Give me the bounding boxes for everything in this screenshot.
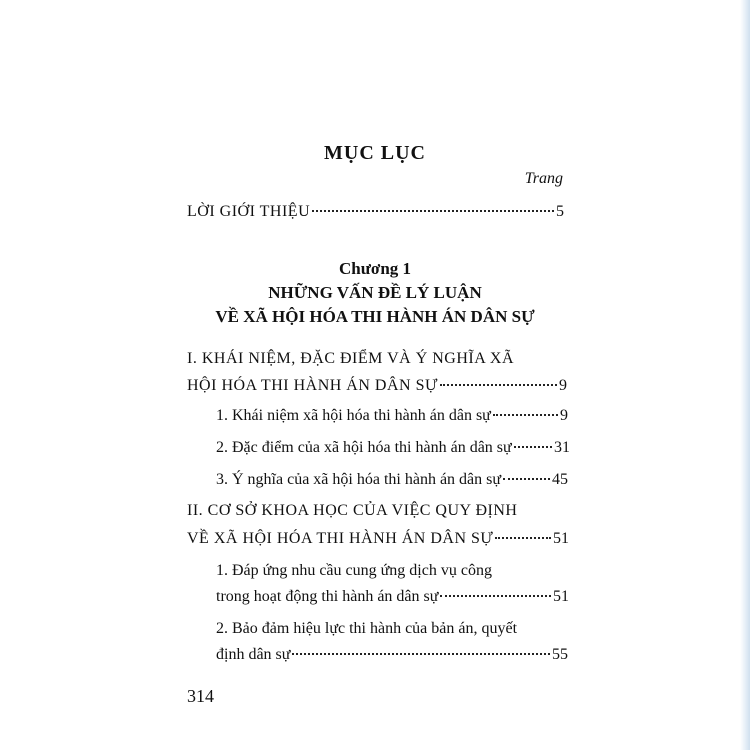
toc-entry-label: định dân sự — [216, 646, 291, 663]
dot-leader — [440, 384, 557, 386]
toc-entry-page: 31 — [554, 439, 570, 456]
dot-leader — [514, 446, 552, 448]
page-edge-shadow — [740, 0, 750, 750]
section-2-line1: II. CƠ SỞ KHOA HỌC CỦA VIỆC QUY ĐỊNH — [187, 502, 518, 519]
toc-entry-page: 9 — [559, 377, 567, 394]
dot-leader — [493, 414, 558, 416]
page-number: 314 — [187, 686, 214, 706]
toc-entry-subsection — [216, 407, 568, 425]
toc-entry-page: 5 — [556, 203, 564, 220]
toc-title: MỤC LỤC — [324, 142, 426, 164]
toc-entry-label: 1. Khái niệm xã hội hóa thi hành án dân sự — [216, 407, 491, 424]
dot-leader — [495, 537, 551, 539]
toc-entry-intro — [187, 203, 564, 221]
toc-entry-subsection — [216, 646, 568, 664]
toc-entry-label: HỘI HÓA THI HÀNH ÁN DÂN SỰ — [187, 377, 438, 394]
toc-entry-label: LỜI GIỚI THIỆU — [187, 203, 311, 220]
toc-entry-label: 3. Ý nghĩa của xã hội hóa thi hành án dân sự — [216, 471, 502, 488]
toc-entry-subsection — [216, 588, 569, 606]
toc-entry-section-1 — [187, 377, 567, 395]
toc-entry-subsection — [216, 471, 568, 489]
toc-entry-page: 45 — [552, 471, 568, 488]
subsection-5-line1: 2. Bảo đảm hiệu lực thi hành của bản án, quyết — [216, 620, 518, 637]
toc-entry-label: 2. Đặc điểm của xã hội hóa thi hành án dân sự — [216, 439, 512, 456]
toc-entry-section-2 — [187, 530, 569, 548]
toc-entry-page: 9 — [560, 407, 568, 424]
chapter-label: Chương 1 — [338, 259, 412, 278]
toc-entry-page: 51 — [553, 530, 569, 547]
subsection-4-line1: 1. Đáp ứng nhu cầu cung ứng dịch vụ công — [216, 562, 492, 579]
toc-entry-page: 51 — [553, 588, 569, 605]
dot-leader — [312, 210, 554, 212]
chapter-title-line1: NHỮNG VẤN ĐỀ LÝ LUẬN — [268, 283, 482, 302]
dot-leader — [503, 478, 550, 480]
chapter-title-line2: VỀ XÃ HỘI HÓA THI HÀNH ÁN DÂN SỰ — [215, 307, 535, 326]
page-column-label: Trang — [524, 170, 563, 187]
dot-leader — [292, 653, 550, 655]
section-1-line1: I. KHÁI NIỆM, ĐẶC ĐIỂM VÀ Ý NGHĨA XÃ — [187, 350, 515, 367]
toc-entry-subsection — [216, 439, 570, 457]
dot-leader — [440, 595, 551, 597]
toc-entry-page: 55 — [552, 646, 568, 663]
toc-entry-label: trong hoạt động thi hành án dân sự — [216, 588, 439, 605]
toc-entry-label: VỀ XÃ HỘI HÓA THI HÀNH ÁN DÂN SỰ — [187, 530, 494, 547]
